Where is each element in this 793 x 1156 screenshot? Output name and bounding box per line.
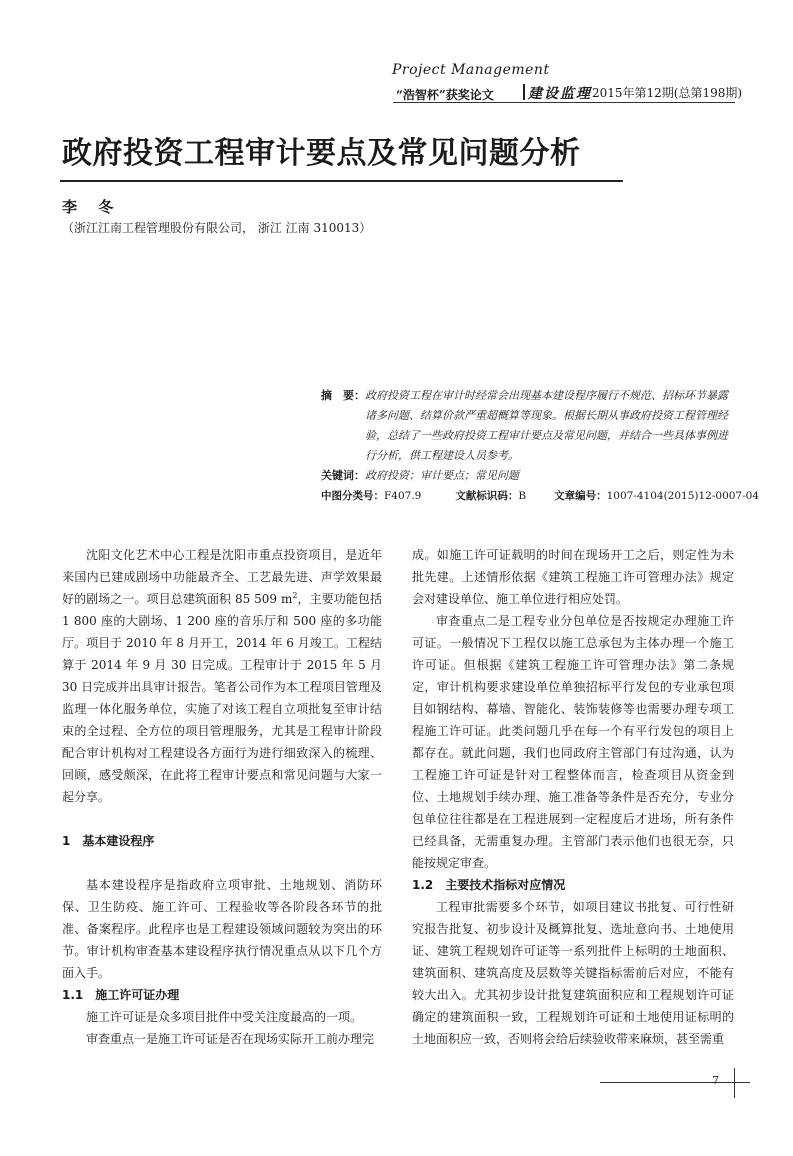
right-paragraph-2: 审查重点二是工程专业分包单位是否按规定办理施工许可证。一般情况下工程仅以施工总承包为主体办理一个施工许可证。但根据《建筑工程施工许可管理办法》第二条规定，审计机构要求建设单位单独招标平行发包的专业承包项目如钢结构、幕墙、智能化、装饰装修等也需要办理专项工程施工许可证。此类问题几乎在每一个有平行发包的项目上都存在。就此问题，我们也同政府主管部门有过沟通，认为工程施工许可证是针对工程整体而言，检查项目从资金到位、土地规划手续办理、施工准备等条件是否充分，专业分包单位往往都是在工程进展到一定程度后才进场，所有条件已经具备，无需重复办理。主管部门表示他们也很无奈，只能按规定审查。 (412, 614, 734, 870)
article-no-value: 1007-4104(2015)12-0007-04 (606, 490, 760, 502)
intro-text-part1: 沈阳文化艺术中心工程是沈阳市重点投资项目，是近年来国内已建成剧场中功能最齐全、工艺最先进、声学效果最好的剧场之一。项目总建筑面积 85 509 m (62, 548, 382, 606)
footer-rule (600, 1082, 750, 1083)
abstract-row (321, 386, 733, 466)
subsection-1-2-heading: 1.2 主要技术指标对应情况 (412, 878, 566, 892)
title-rule (60, 180, 623, 182)
page-number: 7 (712, 1074, 719, 1087)
header-project-management: Project Management (392, 62, 550, 78)
subsection-1-1-heading: 1.1 施工许可证办理 (62, 988, 180, 1002)
footer-crop-mark (734, 1068, 735, 1098)
keywords-label: 关键词： (321, 469, 365, 482)
abstract-label: 摘 要： (321, 389, 365, 402)
author-affiliation: （浙江江南工程管理股份有限公司， 浙江 江南 310013） (62, 221, 372, 235)
subsection-1-1-paragraph-2: 审查重点一是施工许可证是否在现场实际开工前办理完 (86, 1032, 375, 1046)
classification-row (321, 486, 760, 506)
article-no-label: 文章编号： (554, 490, 607, 502)
abstract-block (321, 386, 760, 506)
section-1-heading: 1 基本建设程序 (62, 834, 155, 848)
area-unit-superscript: 2 (292, 591, 298, 600)
subsection-1-1-paragraph-1: 施工许可证是众多项目批件中受关注度最高的一项。 (86, 1010, 363, 1024)
doc-code-label: 文献标识码： (455, 490, 519, 502)
keywords-text: 政府投资；审计要点；常见问题 (365, 469, 519, 482)
intro-text-part2: ，主要功能包括 1 800 座的大剧场、1 200 座的音乐厅和 500 座的多功能厅。项目于 2010 年 8 月开工，2014 年 6 月竣工。工程结算于 2014 年 9 月 30 日完成。工程审计于 2015 年 5 月 30 日完成并出具审计报告。笔者公司作为本工程项目管理及监理一体化服务单位，实施了对该工程自立项批复至审计结束的全过程、全方位的项目管理服务，尤其是工程审计阶段配合审计机构对工程建设各方面行为进行细致深入的梳理、回顾，感受颇深，在此将工程审计要点和常见问题与大家一起分享。 (62, 592, 382, 804)
subsection-1-2-paragraph: 工程审批需要多个环节，如项目建议书批复、可行性研究报告批复、初步设计及概算批复、选址意向书、土地使用证、建筑工程规划许可证等一系列批件上标明的土地面积、建筑面积、建筑高度及层数等关键指标需前后对应，不能有较大出入。尤其初步设计批复建筑面积应和工程规划许可证确定的建筑面积一致，工程规划许可证和土地使用证标明的土地面积应一致，否则将会给后续验收带来麻烦，甚至需重 (412, 900, 734, 1046)
award-label: “浩智杯”获奖论文 (396, 88, 494, 102)
abstract-text: 政府投资工程在审计时经常会出现基本建设程序履行不规范、招标环节暴露诸多问题、结算价款严重超概算等现象。根据长期从事政府投资工程管理经验，总结了一些政府投资工程审计要点及常见问题，并结合一些具体事例进行分析，供工程建设人员参考。 (365, 389, 728, 462)
header-separator (523, 84, 525, 100)
right-column (412, 544, 734, 1050)
clc-value: F407.9 (384, 490, 422, 502)
issue-number: 2015年第12期(总第198期) (592, 86, 743, 100)
header-rule (393, 102, 735, 103)
right-paragraph-1: 成。如施工许可证载明的时间在现场开工之后，则定性为未批先建。上述情形依据《建筑工程施工许可管理办法》规定会对建设单位、施工单位进行相应处罚。 (412, 548, 734, 606)
left-column (62, 544, 382, 1050)
intro-paragraph (62, 544, 382, 808)
page-title: 政府投资工程审计要点及常见问题分析 (62, 136, 581, 171)
section-1-paragraph: 基本建设程序是指政府立项审批、土地规划、消防环保、卫生防疫、施工许可、工程验收等各阶段各环节的批准、备案程序。此程序也是工程建设领域问题较为突出的环节。审计机构审查基本建设程序执行情况重点从以下几个方面入手。 (62, 878, 382, 980)
doc-code-value: B (518, 490, 527, 502)
author-name: 李 冬 (62, 198, 122, 216)
clc-label: 中图分类号： (321, 490, 384, 502)
keywords-row (321, 466, 733, 486)
journal-name: 建设监理 (528, 86, 592, 102)
